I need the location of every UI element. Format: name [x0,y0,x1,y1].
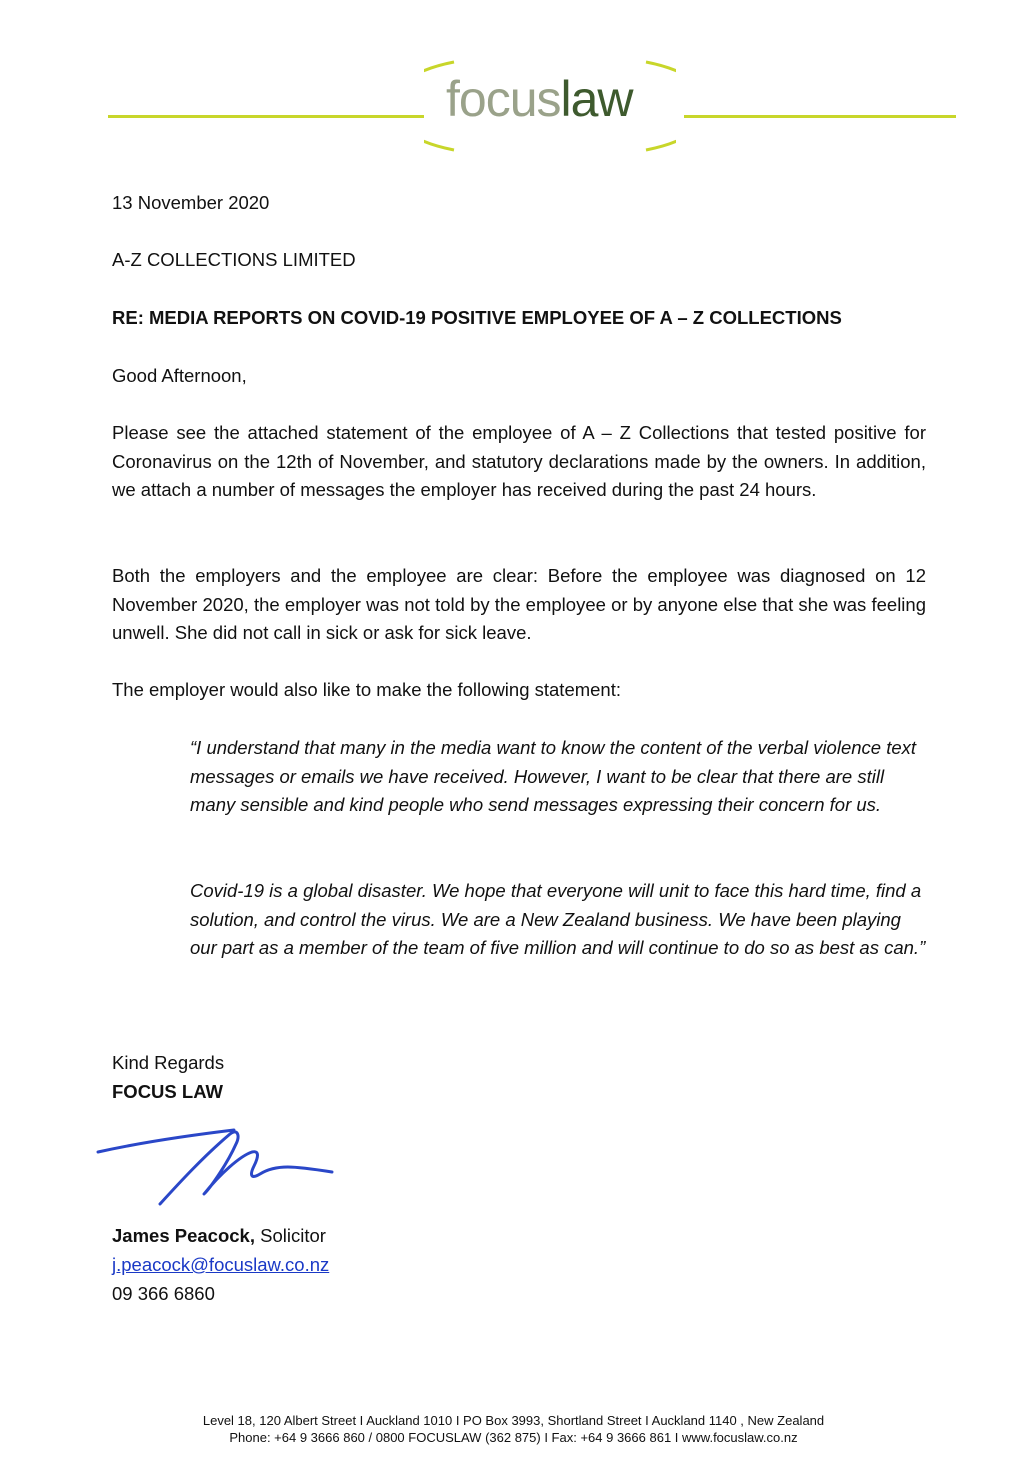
closing: Kind Regards [112,1052,225,1073]
signature-image [94,1122,340,1208]
signer-title: Solicitor [254,1225,326,1246]
recipient: A-Z COLLECTIONS LIMITED [112,249,356,270]
email-link[interactable]: j.peacock@focuslaw.co.nz [112,1254,330,1275]
letter-date: 13 November 2020 [112,192,270,213]
paragraph-clarification: Both the employers and the employee are clear: Before the employee was diagnosed on 12 November 2020, the employer was not told by the employee or by anyone else that she was feeling unwell. She did not call in sick or ask for sick leave. [112,565,926,643]
logo-law-text: law [560,71,633,127]
footer-contact: Phone: +64 9 3666 860 / 0800 FOCUSLAW (362 875) I Fax: +64 9 3666 861 I www.focuslaw.co.nz [229,1430,798,1445]
focuslaw-logo [446,71,633,127]
phone-number: 09 366 6860 [112,1283,215,1304]
signer-line [112,1222,326,1251]
quote-paragraph-1: “I understand that many in the media want to know the content of the verbal violence text messages or emails we have received. However, I want to be clear that there are still many sensible and kind people who send messages expressing their concern for us. [190,737,917,815]
header-rule-left [108,115,424,118]
signer-name: James Peacock, [112,1225,255,1246]
footer-address: Level 18, 120 Albert Street I Auckland 1010 I PO Box 3993, Shortland Street I Auckland 1140 , New Zealand [202,1413,825,1428]
statement-intro: The employer would also like to make the following statement: [112,679,622,700]
logo-focus-text: focus [446,71,561,127]
letterhead [0,52,1027,162]
quote-paragraph-2: Covid-19 is a global disaster. We hope that everyone will unit to face this hard time, find a solution, and control the virus. We are a New Zealand business. We have been playing our part as a member of the team of five million and will continue to do so as best as can.” [190,880,926,958]
header-rule-right [684,115,956,118]
email-line [112,1251,329,1280]
paragraph-attachments: Please see the attached statement of the employee of A – Z Collections that tested positive for Coronavirus on the 12th of November, and statutory declarations made by the owners. In addition, we attach a number of messages the employer has received during the past 24 hours. [112,422,926,500]
firm-name: FOCUS LAW [112,1081,223,1102]
subject-line: RE: MEDIA REPORTS ON COVID-19 POSITIVE EMPLOYEE OF A – Z COLLECTIONS [112,307,842,328]
greeting: Good Afternoon, [112,365,247,386]
